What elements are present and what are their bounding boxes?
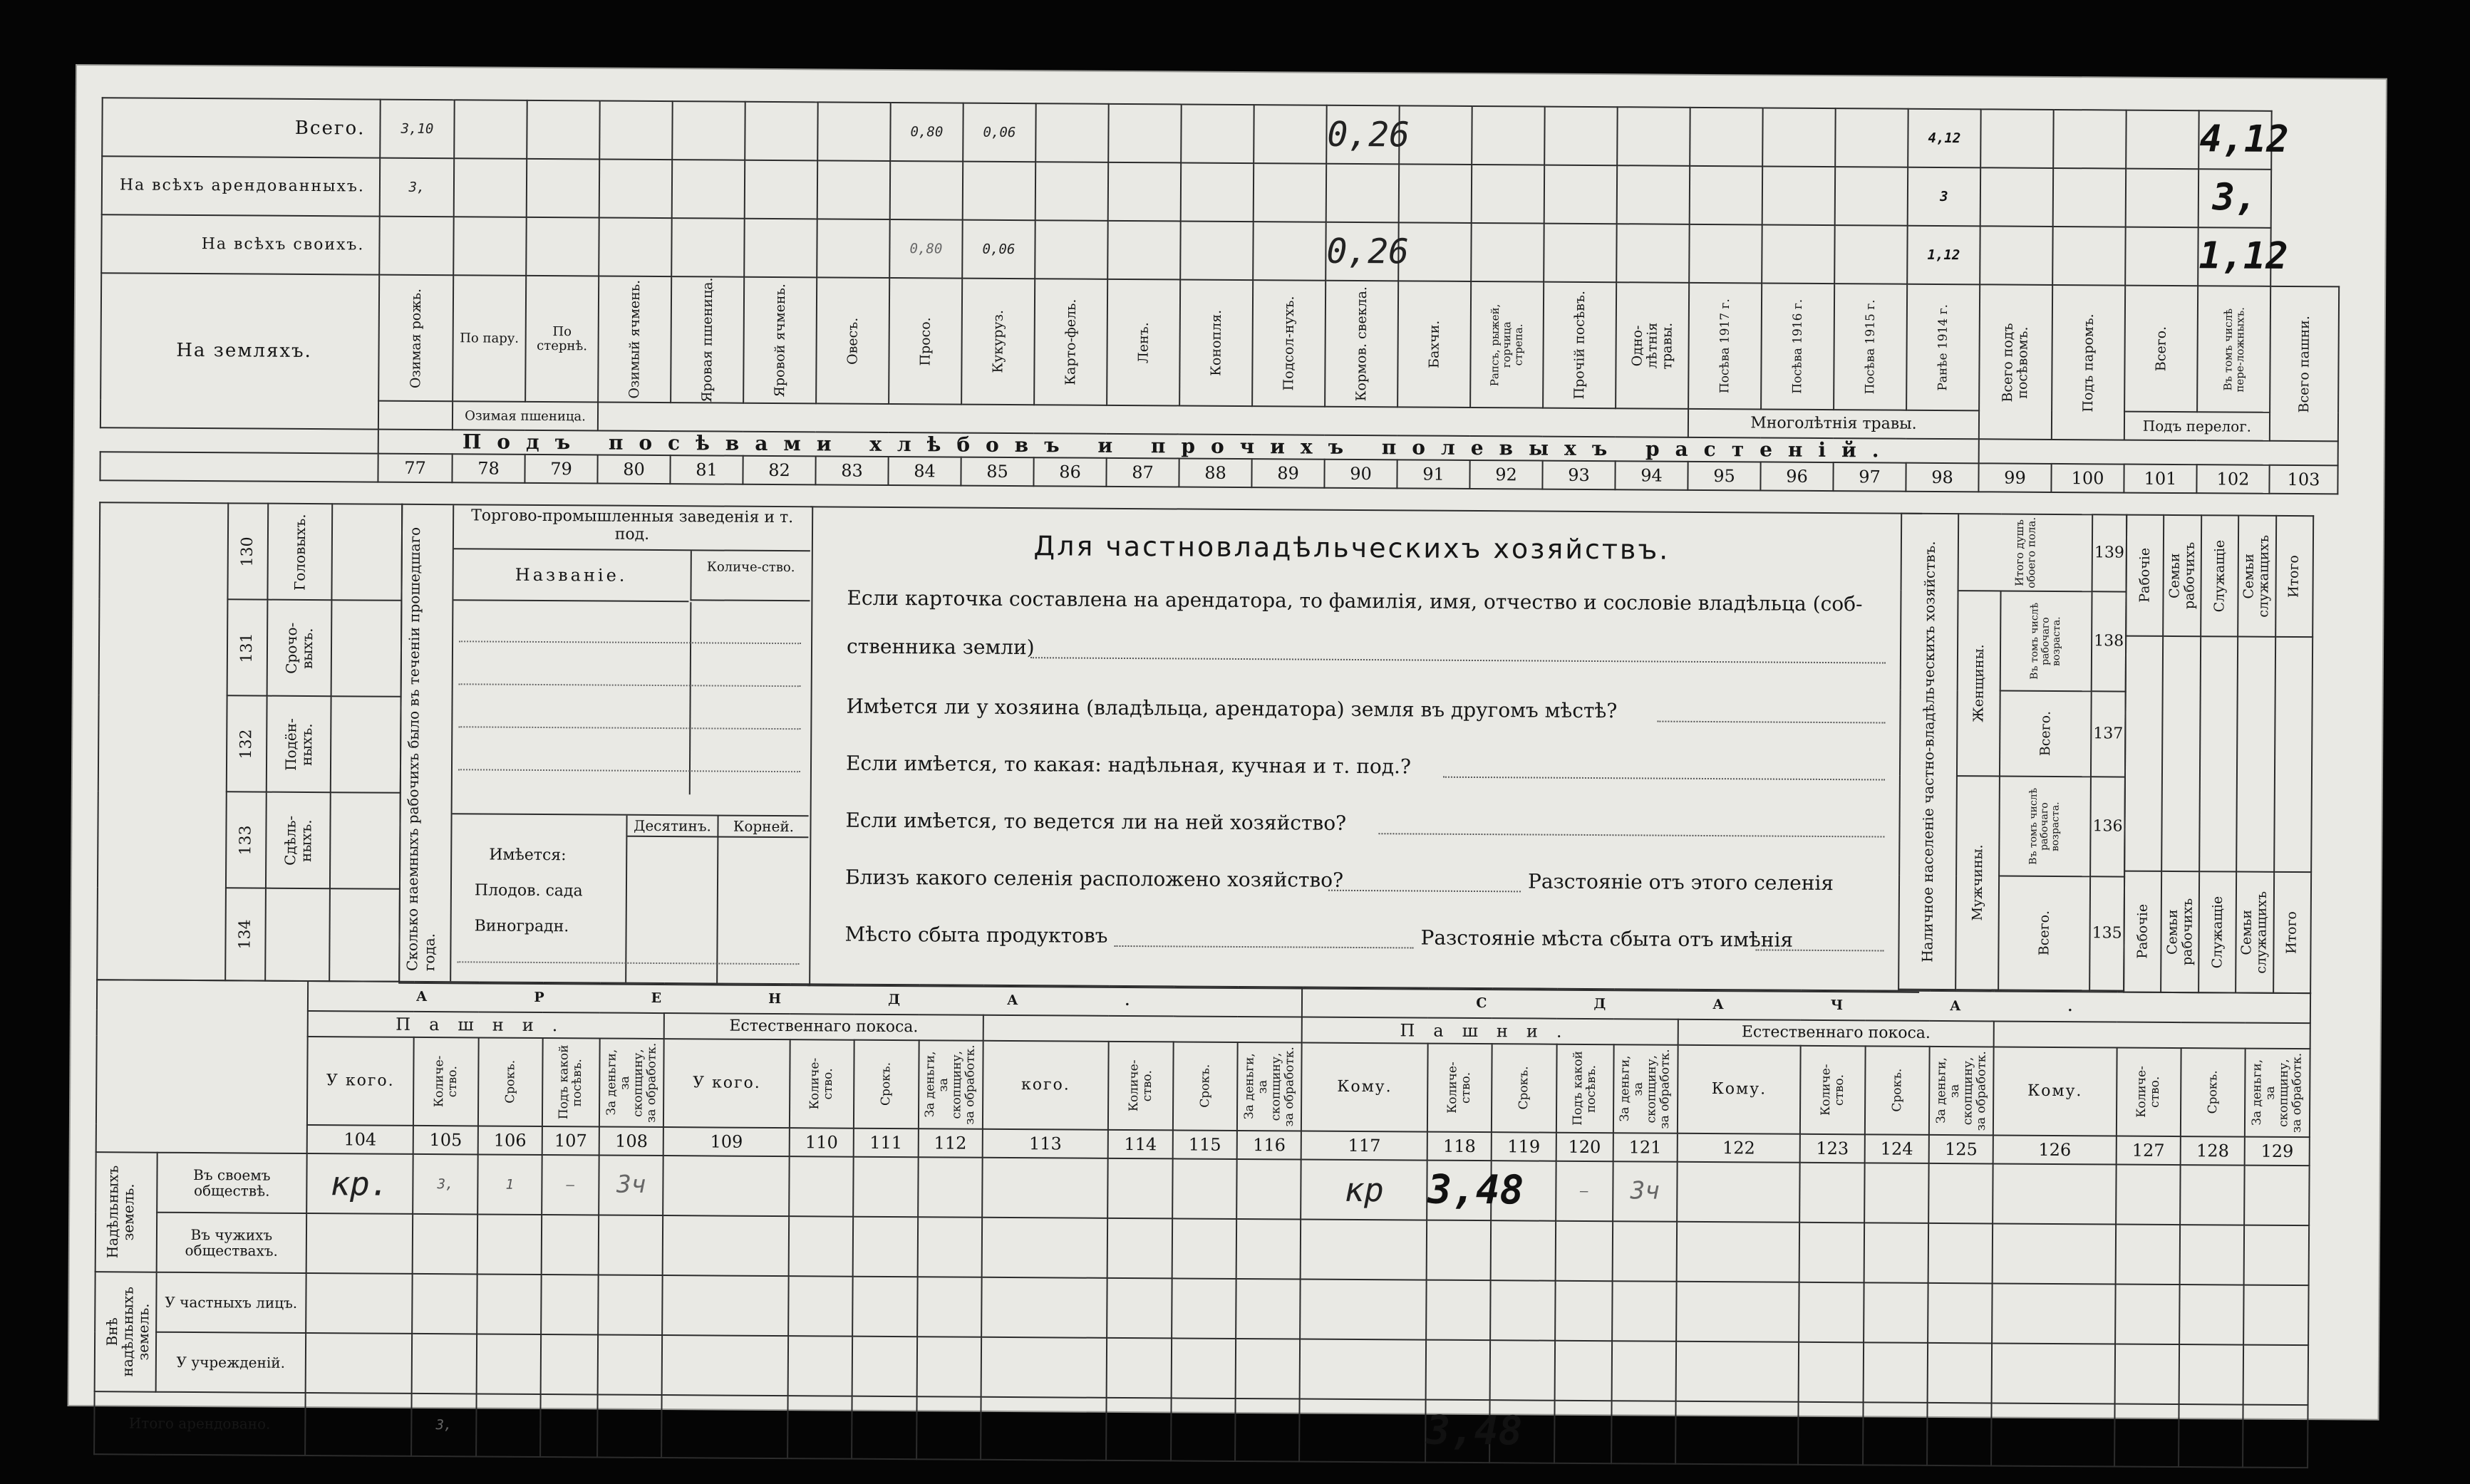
hdr-podsolnukh: Подсол-нухъ.: [1280, 296, 1297, 391]
col-number: 79: [525, 455, 597, 484]
hw-total-qty: 3,: [412, 1394, 477, 1457]
row-label-lands: На земляхъ.: [100, 273, 379, 430]
row-uchrezhdeniy: У учрежденій.: [156, 1332, 306, 1393]
women-v-tom: Въ томъ числѣ рабочаго возраста.: [2028, 602, 2063, 680]
hdr-za-dengi: За деньги, за скопщину, за обработк.: [923, 1044, 978, 1125]
hdr-srok: Срокъ.: [1516, 1066, 1531, 1110]
hdr-len: Ленъ.: [1135, 321, 1152, 363]
hired-col-number: 132: [237, 728, 256, 759]
row-label-rented: На всѣхъ арендованныхъ.: [102, 156, 380, 216]
hdr-za-dengi: За деньги, за скопщину, за обработк.: [1618, 1049, 1673, 1129]
hdr-kolichestvo: Количе-ство.: [2134, 1066, 2163, 1119]
hired-col-label: Сдѣль-ныхъ.: [281, 815, 315, 866]
private-title: Для частновладѣльческихъ хозяйствъ.: [1033, 530, 1670, 566]
men-vsego: Всего.: [2035, 910, 2052, 956]
worker-col-label: Семьи служащихъ: [2238, 891, 2270, 974]
worker-col-label: Итого: [2283, 910, 2300, 955]
hdr-mnogoletnie: Многолѣтнія травы.: [1688, 409, 1979, 439]
col-number: 100: [2051, 464, 2124, 493]
hw-total-rye: 3,10: [380, 100, 454, 159]
row-svoem: Въ своемъ обществѣ.: [157, 1153, 306, 1213]
hdr-za-dengi: За деньги, за скопщину, за обработк.: [2250, 1052, 2305, 1133]
pop-num-137: 137: [2091, 691, 2126, 777]
hw-own-kukuruza: 0,80: [889, 219, 962, 279]
hdr-srok: Срокъ.: [502, 1060, 518, 1104]
hdr-posev-1917: Посѣва 1917 г.: [1717, 299, 1732, 394]
hired-col-number: 133: [237, 824, 255, 856]
col-number: 123: [1800, 1134, 1865, 1163]
desyatin-header: Десятинъ.: [634, 816, 711, 835]
worker-col-label: Рабочіе: [2136, 548, 2153, 603]
col-number: 99: [1978, 464, 2051, 493]
hired-col-label: [297, 896, 298, 974]
col-number: 93: [1542, 461, 1615, 490]
hdr-prochiy: Прочій посѣвъ.: [1571, 291, 1588, 400]
hired-col-label: Головыхъ.: [291, 513, 309, 591]
col-number: 82: [743, 456, 815, 485]
trade-box: [398, 504, 813, 987]
hw-total-sd-qty: 3,48: [1425, 1400, 1490, 1463]
q3: Если имѣется, то какая: надѣльная, кучная и т. под.?: [845, 751, 1412, 779]
hdr-ranee-1914: Ранѣе 1914 г.: [1935, 303, 1950, 391]
hw-own-kartofel: 0,06: [962, 220, 1035, 279]
trade-name-header: Названіе.: [453, 549, 688, 602]
arenda-header: АРЕНДА.: [307, 981, 1302, 1017]
hdr-srok: Срокъ.: [879, 1062, 894, 1106]
population-label: Наличное населеніе частно-владѣльческихъ хозяйствъ.: [1918, 541, 1938, 962]
men-label: Мужчины.: [1969, 844, 1985, 921]
hdr-srok: Срокъ.: [2205, 1070, 2221, 1114]
col-number: 109: [663, 1127, 790, 1156]
hdr-pod-perelog: Подъ перелог.: [2124, 412, 2270, 441]
lease-table: [93, 979, 2311, 1468]
col-number: 101: [2124, 465, 2196, 494]
hdr-pod-posev: Подъ какой посѣвъ.: [1570, 1051, 1599, 1126]
hired-col-label: Подён-ныхъ.: [281, 717, 316, 771]
men-v-tom: Въ томъ числѣ рабочаго возраста.: [2027, 787, 2062, 865]
hdr-kolichestvo: Количе-ство.: [1818, 1064, 1846, 1116]
hired-col-number: 134: [236, 919, 254, 950]
col-number: 108: [599, 1127, 664, 1156]
col-number: 121: [1613, 1133, 1678, 1162]
row-chuzhikh: Въ чужихъ обществахъ.: [157, 1213, 306, 1273]
hdr-komu: Кому.: [1337, 1077, 1392, 1096]
hdr-u-kogo: У кого.: [693, 1074, 761, 1092]
hdr-vsego: Всего.: [2152, 326, 2169, 372]
worker-col-label: Служащіе: [2208, 896, 2226, 969]
col-number: 84: [888, 457, 961, 486]
col-number: 128: [2181, 1136, 2246, 1166]
hdr-odnoletnie: Одно-лѣтнія травы.: [1629, 322, 1675, 370]
col-number: 97: [1833, 463, 1906, 492]
q4: Если имѣется, то ведется ли на ней хозяйство?: [845, 808, 1347, 835]
hired-label: Сколько наемныхъ рабочихъ было въ теченіи прошедшаго года.: [403, 526, 438, 972]
hdr-kolichestvo: Количе-ство.: [1126, 1059, 1154, 1112]
q6: Мѣсто сбыта продуктовъ: [844, 922, 1108, 948]
hw-r1-sd-za: 3ч: [1613, 1161, 1678, 1222]
col-number: 104: [306, 1125, 413, 1154]
col-number: 119: [1492, 1132, 1556, 1161]
q2: Имѣется ли у хозяина (владѣльца, арендатора) земля въ другомъ мѣстѣ?: [846, 694, 1618, 723]
arenda-pokos: Естественнаго покоса.: [664, 1013, 983, 1041]
hdr-srok: Срокъ.: [1197, 1064, 1212, 1109]
hdr-pod-posev: Подъ какой посѣвъ.: [557, 1044, 585, 1120]
col-number: 129: [2245, 1137, 2310, 1166]
q1b: ственника земли): [846, 634, 1035, 660]
hw-rented-sum: 3: [1908, 167, 1980, 227]
hw-total-bakhchi: 0,26: [1326, 105, 1399, 165]
hw-own-pashni: 1,12: [2198, 227, 2270, 286]
hdr-ozim-yachmen: Озимый ячмень.: [626, 280, 643, 400]
sdacha-pokos: Естественнаго покоса.: [1678, 1019, 1995, 1047]
q1a: Если карточка составлена на арендатора, то фамилія, имя, отчество и сословіе владѣльца (соб-: [847, 586, 1863, 616]
worker-col-label: Итого: [2285, 554, 2303, 598]
row-label-own: На всѣхъ своихъ.: [101, 214, 379, 274]
hdr-rye: Озимая рожь.: [407, 288, 424, 388]
hdr-po-sterne: По стернѣ.: [537, 324, 588, 354]
pop-num-138: 138: [2092, 591, 2127, 691]
worker-col-label: Семьи рабочихъ: [2166, 541, 2198, 610]
pop-num-136: 136: [2090, 777, 2125, 876]
worker-col-label: Семьи служащихъ: [2241, 534, 2273, 618]
col-number: 95: [1688, 462, 1760, 491]
col-number: 91: [1397, 460, 1469, 489]
q5: Близъ какого селенія расположено хозяйство?: [844, 865, 1344, 892]
hdr-yarovaya-pshenitsa: Яровая пшеница.: [698, 277, 715, 403]
hdr-kolichestvo: Количе-ство.: [807, 1058, 836, 1110]
col-number: 110: [790, 1128, 854, 1157]
row-chastnykh: У частныхъ лицъ.: [156, 1272, 306, 1333]
col-number: 81: [670, 456, 743, 485]
hdr-vsego-posevom: Всего подъ посѣвомъ.: [2000, 322, 2031, 402]
col-number: 127: [2116, 1136, 2181, 1166]
worker-col-label: Рабочіе: [2134, 904, 2151, 960]
hdr-komu: Кому.: [2027, 1081, 2083, 1101]
hdr-yarovoy-yachmen: Яровой ячмень.: [771, 283, 788, 398]
hw-r1-sd-qty: 3,48: [1427, 1161, 1492, 1221]
sdacha-header: СДАЧА.: [1302, 987, 2310, 1024]
col-number: 94: [1615, 462, 1688, 491]
hdr-posev-1915: Посѣва 1915 г.: [1862, 299, 1878, 395]
col-number: 78: [452, 455, 525, 484]
orchard-label: Плодов. сада: [474, 881, 583, 901]
hired-col-label: Срочо-выхъ.: [282, 622, 316, 674]
hw-r1-sd-posev: –: [1556, 1161, 1613, 1221]
hdr-bakhchi: Бахчи.: [1425, 320, 1442, 369]
col-number: 86: [1033, 458, 1106, 487]
pop-num-139: 139: [2092, 514, 2127, 591]
col-number: 120: [1556, 1133, 1613, 1161]
col-number: 85: [961, 457, 1033, 487]
hw-r1-posev: –: [542, 1155, 599, 1215]
col-number: 126: [1993, 1135, 2117, 1164]
col-number: 106: [477, 1126, 542, 1155]
col-number: 113: [983, 1129, 1109, 1158]
hdr-kolichestvo: Количе-ство.: [1445, 1062, 1474, 1114]
hw-r1-qty: 3,: [413, 1154, 478, 1215]
col-number: 124: [1864, 1134, 1929, 1163]
hdr-kogo: кого.: [1020, 1076, 1070, 1094]
hdr-kartofel: Карто-фель.: [1062, 299, 1079, 385]
hw-rented-pashni: 3,: [2198, 169, 2271, 228]
private-estate-box: [807, 506, 1922, 993]
col-number: 80: [597, 455, 670, 484]
banner-crops: Подъ посѣвами хлѣбовъ и прочихъ полевыхъ растеній.: [378, 430, 1979, 464]
hdr-wheat: Озимая пшеница.: [453, 402, 598, 431]
hired-col-number: 130: [238, 536, 257, 567]
hdr-posev-1916: Посѣва 1916 г.: [1789, 299, 1805, 395]
sdacha-pashni: Пашни.: [1302, 1017, 1678, 1045]
hdr-kormov-svekla: Кормов. свекла.: [1353, 286, 1370, 402]
hw-r1-za: 3ч: [599, 1156, 663, 1216]
census-card: [69, 66, 2386, 1455]
col-number: 87: [1106, 458, 1179, 487]
hdr-kolichestvo: Количе-ство.: [431, 1055, 460, 1108]
hw-own-bakhchi: 0,26: [1326, 222, 1398, 281]
hdr-srok: Срокъ.: [1889, 1069, 1904, 1113]
women-label: Женщины.: [1970, 644, 1987, 723]
hdr-po-paru: По пару.: [460, 331, 520, 346]
row-label-total: Всего.: [102, 98, 380, 157]
hw-total-kartofel: 0,06: [963, 103, 1035, 162]
vne-nadel-label: Внѣ надѣльныхъ земель.: [103, 1287, 153, 1377]
q6b: Разстояніе мѣста сбыта отъ имѣнія: [1420, 925, 1794, 952]
worker-col-label: Служащіе: [2211, 539, 2228, 613]
hdr-proso: Просо.: [916, 316, 934, 366]
col-number: 102: [2196, 465, 2269, 494]
col-number: 90: [1324, 460, 1397, 489]
col-number: 116: [1237, 1131, 1302, 1160]
col-number: 125: [1929, 1135, 1994, 1164]
itogo-dushi: Итого душъ обоего пола.: [2012, 517, 2038, 588]
has-label: Имѣется:: [489, 846, 567, 865]
arenda-pashni: Пашни.: [307, 1011, 664, 1039]
hw-own-sum: 1,12: [1907, 226, 1980, 285]
korney-header: Корней.: [733, 817, 795, 836]
hdr-za-dengi: За деньги, за скопщину, за обработк.: [1933, 1051, 1989, 1131]
vineyard-label: Виноградн.: [474, 917, 569, 936]
hdr-oves: Овесъ.: [844, 317, 861, 365]
col-number: 92: [1469, 460, 1542, 489]
col-number: 117: [1301, 1131, 1427, 1161]
col-number: 105: [413, 1126, 478, 1155]
hw-total-kukuruza: 0,80: [890, 103, 963, 162]
hdr-pod-parom: Подъ паромъ.: [2079, 313, 2097, 412]
trade-qty-header: Количе-ство.: [690, 551, 810, 601]
nadel-label: Надѣльныхъ земель.: [103, 1165, 138, 1259]
pop-num-135: 135: [2089, 876, 2124, 990]
col-number: 122: [1678, 1133, 1801, 1163]
hired-col-number: 131: [237, 632, 257, 663]
hw-rented-rye: 3,: [380, 158, 454, 217]
hdr-za-dengi: За деньги, за скопщину, за обработк.: [1241, 1047, 1297, 1127]
col-number: 89: [1251, 460, 1324, 489]
col-number: 98: [1906, 463, 1978, 492]
hired-workers-table: [96, 502, 403, 982]
hdr-v-tom-chisle: Въ томъ числѣ пере-ложныхъ.: [2221, 306, 2246, 393]
col-number: 111: [854, 1128, 919, 1158]
population-table: [1898, 513, 2127, 992]
hdr-u-kogo: У кого.: [326, 1072, 395, 1090]
col-number: 118: [1427, 1132, 1492, 1161]
workers-table: [2123, 514, 2314, 995]
col-number: 77: [378, 454, 452, 483]
hdr-za-dengi: За деньги, за скопщину, за обработк.: [604, 1042, 659, 1124]
women-vsego: Всего.: [2037, 711, 2054, 757]
col-number: 115: [1172, 1130, 1237, 1159]
crops-table: [99, 97, 2340, 495]
hdr-konoplya: Конопля.: [1207, 309, 1224, 377]
row-itogo: Итого арендовано.: [94, 1391, 305, 1456]
trade-title: Торгово-промышленныя заведенія и т. под.: [454, 507, 810, 551]
col-number: 114: [1108, 1130, 1173, 1159]
col-number: 96: [1760, 462, 1833, 492]
col-number: 107: [542, 1126, 599, 1155]
worker-col-label: Семьи рабочихъ: [2164, 898, 2196, 966]
hw-r1-komu: кр: [1301, 1160, 1427, 1220]
col-number: 88: [1179, 459, 1251, 488]
hw-total-sum: 4,12: [1908, 109, 1980, 168]
col-number: 112: [918, 1128, 983, 1158]
hdr-komu: Кому.: [1711, 1079, 1767, 1099]
hdr-vsego-pashni: Всего пашни.: [2295, 315, 2313, 413]
q5b: Разстояніе отъ этого селенія: [1527, 869, 1834, 896]
hdr-kukuruza: Кукуруз.: [989, 310, 1006, 374]
hw-r1-ukogo: кр.: [306, 1153, 413, 1214]
hdr-raps: Рапсъ, рыжей, горчица стрепа.: [1488, 303, 1526, 386]
hw-r1-srok: 1: [477, 1154, 542, 1215]
col-number: 103: [2269, 465, 2337, 494]
col-number: 83: [815, 457, 888, 486]
hw-total-pashni: 4,12: [2198, 110, 2271, 170]
